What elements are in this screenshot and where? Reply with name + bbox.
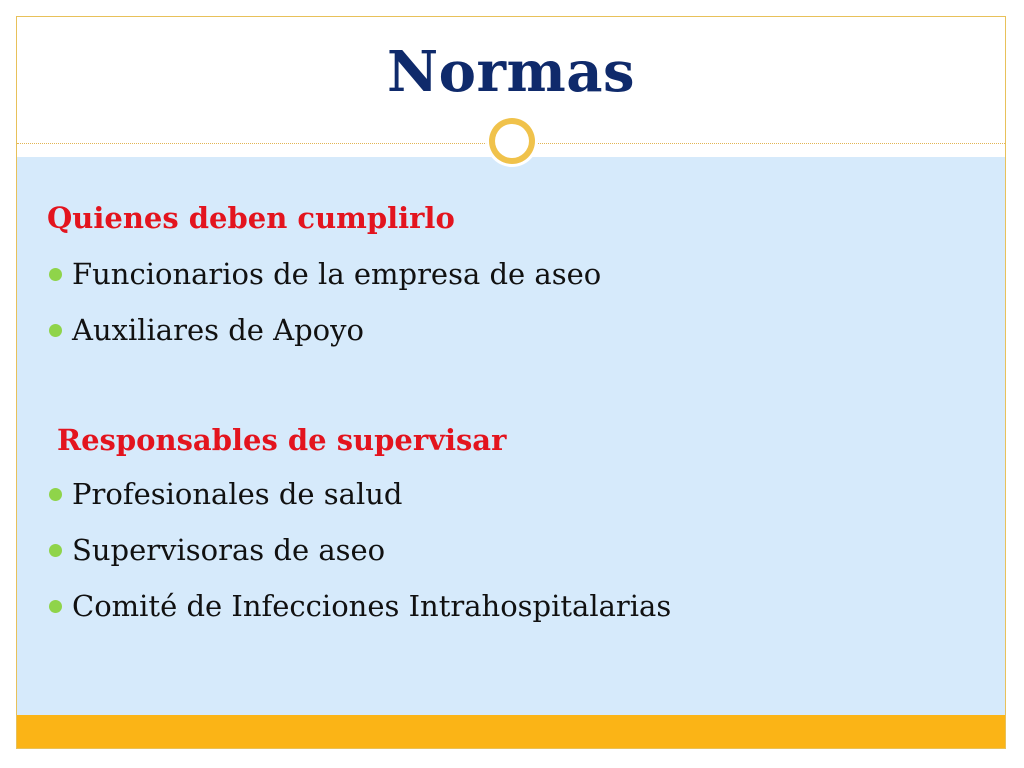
list-item-text: Auxiliares de Apoyo — [72, 313, 364, 347]
list-item — [49, 313, 364, 347]
list-item-text: Supervisoras de aseo — [72, 533, 386, 567]
list-item-text: Comité de Infecciones Intrahospitalarias — [72, 589, 672, 623]
list-item — [49, 533, 385, 567]
bullet-icon — [49, 488, 62, 501]
slide-frame — [16, 16, 1006, 749]
list-item-text: Funcionarios de la empresa de aseo — [72, 257, 602, 291]
slide-title: Normas — [386, 39, 636, 105]
list-item — [49, 477, 402, 511]
footer-bar — [17, 715, 1005, 749]
bullet-icon — [49, 324, 62, 337]
list-item — [49, 257, 601, 291]
bullet-icon — [49, 600, 62, 613]
section-heading-cumplir: Quienes deben cumplirlo — [47, 201, 455, 235]
ornament-ring-inner — [495, 124, 529, 158]
bullet-icon — [49, 268, 62, 281]
list-item — [49, 589, 671, 623]
list-item-text: Profesionales de salud — [72, 477, 403, 511]
circle-ornament-icon — [486, 115, 538, 167]
section-heading-supervisar: Responsables de supervisar — [57, 423, 507, 457]
bullet-icon — [49, 544, 62, 557]
